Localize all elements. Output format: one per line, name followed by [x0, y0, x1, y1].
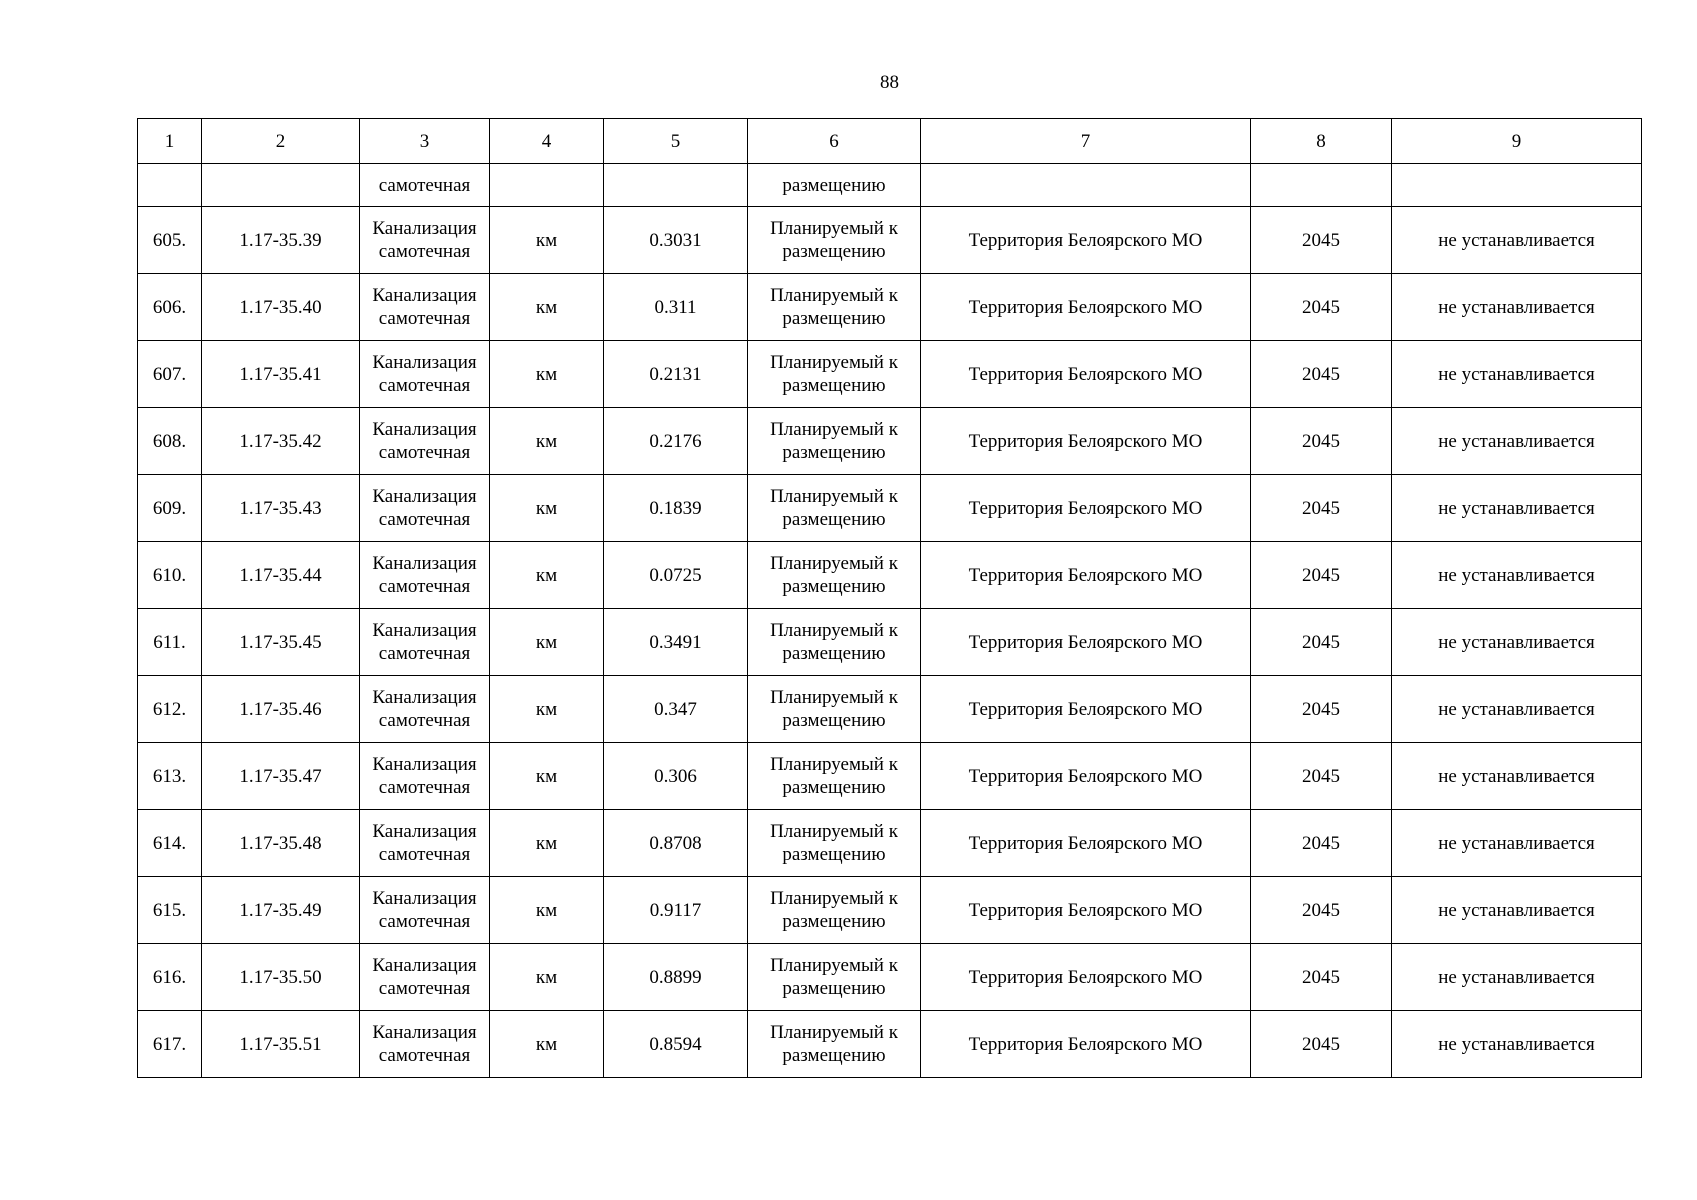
cell-year: 2045: [1251, 944, 1392, 1011]
cell-row-number: 613.: [138, 743, 202, 810]
cell-year: 2045: [1251, 810, 1392, 877]
cell-status: Планируемый к размещению: [748, 877, 921, 944]
cell-value: 0.8899: [604, 944, 748, 1011]
cell-year: 2045: [1251, 475, 1392, 542]
cell-location: Территория Белоярского МО: [921, 341, 1251, 408]
cell-object-code: 1.17-35.48: [202, 810, 360, 877]
cell-object-type: Канализация самотечная: [360, 274, 490, 341]
cell-zone: не устанавливается: [1392, 207, 1642, 274]
cell-zone: не устанавливается: [1392, 676, 1642, 743]
cell-location: Территория Белоярского МО: [921, 609, 1251, 676]
cell-unit: км: [490, 207, 604, 274]
cell-unit: км: [490, 743, 604, 810]
cell-unit: км: [490, 609, 604, 676]
table-continuation-row: [138, 164, 1642, 207]
cell-unit: км: [490, 944, 604, 1011]
cell-object-type: Канализация самотечная: [360, 609, 490, 676]
cell-unit: км: [490, 475, 604, 542]
cell-value: 0.311: [604, 274, 748, 341]
cell-unit: км: [490, 676, 604, 743]
cell-year: 2045: [1251, 542, 1392, 609]
cell-location: Территория Белоярского МО: [921, 944, 1251, 1011]
cell-location: Территория Белоярского МО: [921, 877, 1251, 944]
table-row: [138, 944, 1642, 1011]
cell-zone: не устанавливается: [1392, 408, 1642, 475]
cell-location: Территория Белоярского МО: [921, 676, 1251, 743]
cell-status: Планируемый к размещению: [748, 743, 921, 810]
cell-value: 0.1839: [604, 475, 748, 542]
table-row: [138, 274, 1642, 341]
cell-zone: не устанавливается: [1392, 743, 1642, 810]
cell-location: [921, 164, 1251, 207]
cell-year: 2045: [1251, 877, 1392, 944]
cell-object-type: Канализация самотечная: [360, 408, 490, 475]
cell-object-code: 1.17-35.41: [202, 341, 360, 408]
cell-location: Территория Белоярского МО: [921, 408, 1251, 475]
cell-object-code: 1.17-35.49: [202, 877, 360, 944]
cell-object-code: 1.17-35.45: [202, 609, 360, 676]
cell-zone: не устанавливается: [1392, 274, 1642, 341]
cell-object-type: Канализация самотечная: [360, 676, 490, 743]
cell-status: 6: [748, 119, 921, 164]
cell-value: [604, 164, 748, 207]
cell-row-number: 610.: [138, 542, 202, 609]
cell-object-code: 1.17-35.47: [202, 743, 360, 810]
table-row: [138, 475, 1642, 542]
cell-unit: км: [490, 1011, 604, 1078]
cell-year: [1251, 164, 1392, 207]
cell-row-number: 612.: [138, 676, 202, 743]
table-row: [138, 542, 1642, 609]
cell-status: Планируемый к размещению: [748, 810, 921, 877]
cell-zone: не устанавливается: [1392, 810, 1642, 877]
cell-year: 2045: [1251, 207, 1392, 274]
cell-year: 8: [1251, 119, 1392, 164]
table-row: [138, 408, 1642, 475]
table-row: [138, 609, 1642, 676]
cell-object-type: Канализация самотечная: [360, 542, 490, 609]
cell-object-type: Канализация самотечная: [360, 810, 490, 877]
cell-object-type: самотечная: [360, 164, 490, 207]
cell-unit: км: [490, 408, 604, 475]
cell-year: 2045: [1251, 408, 1392, 475]
cell-year: 2045: [1251, 676, 1392, 743]
cell-row-number: 607.: [138, 341, 202, 408]
cell-zone: не устанавливается: [1392, 542, 1642, 609]
cell-value: 0.0725: [604, 542, 748, 609]
cell-value: 5: [604, 119, 748, 164]
cell-object-type: Канализация самотечная: [360, 1011, 490, 1078]
cell-row-number: 609.: [138, 475, 202, 542]
cell-unit: км: [490, 810, 604, 877]
table-row: [138, 1011, 1642, 1078]
cell-location: Территория Белоярского МО: [921, 1011, 1251, 1078]
cell-row-number: 1: [138, 119, 202, 164]
table-row: [138, 207, 1642, 274]
cell-value: 0.8594: [604, 1011, 748, 1078]
cell-status: Планируемый к размещению: [748, 408, 921, 475]
cell-value: 0.8708: [604, 810, 748, 877]
cell-value: 0.306: [604, 743, 748, 810]
cell-row-number: 614.: [138, 810, 202, 877]
cell-object-type: Канализация самотечная: [360, 207, 490, 274]
cell-status: Планируемый к размещению: [748, 1011, 921, 1078]
cell-object-type: Канализация самотечная: [360, 341, 490, 408]
table-row: [138, 743, 1642, 810]
cell-status: Планируемый к размещению: [748, 609, 921, 676]
cell-status: Планируемый к размещению: [748, 676, 921, 743]
table-row: [138, 810, 1642, 877]
page-number: 88: [880, 72, 899, 93]
cell-status: Планируемый к размещению: [748, 341, 921, 408]
cell-location: Территория Белоярского МО: [921, 810, 1251, 877]
cell-object-type: Канализация самотечная: [360, 877, 490, 944]
cell-object-type: 3: [360, 119, 490, 164]
table-row: [138, 676, 1642, 743]
cell-location: Территория Белоярского МО: [921, 207, 1251, 274]
cell-object-code: 1.17-35.42: [202, 408, 360, 475]
cell-location: Территория Белоярского МО: [921, 475, 1251, 542]
cell-zone: [1392, 164, 1642, 207]
cell-value: 0.9117: [604, 877, 748, 944]
cell-unit: 4: [490, 119, 604, 164]
cell-zone: не устанавливается: [1392, 944, 1642, 1011]
table-header-row: [138, 119, 1642, 164]
cell-location: Территория Белоярского МО: [921, 743, 1251, 810]
cell-object-code: 1.17-35.50: [202, 944, 360, 1011]
cell-value: 0.2176: [604, 408, 748, 475]
cell-zone: не устанавливается: [1392, 1011, 1642, 1078]
cell-value: 0.3491: [604, 609, 748, 676]
cell-row-number: [138, 164, 202, 207]
cell-unit: км: [490, 341, 604, 408]
cell-object-code: 1.17-35.51: [202, 1011, 360, 1078]
cell-row-number: 616.: [138, 944, 202, 1011]
cell-year: 2045: [1251, 341, 1392, 408]
cell-object-code: 1.17-35.40: [202, 274, 360, 341]
cell-zone: не устанавливается: [1392, 475, 1642, 542]
cell-row-number: 608.: [138, 408, 202, 475]
cell-unit: км: [490, 274, 604, 341]
infrastructure-table: [137, 118, 1642, 1078]
cell-object-code: 1.17-35.39: [202, 207, 360, 274]
cell-year: 2045: [1251, 274, 1392, 341]
cell-object-code: [202, 164, 360, 207]
cell-unit: [490, 164, 604, 207]
cell-value: 0.2131: [604, 341, 748, 408]
cell-status: Планируемый к размещению: [748, 274, 921, 341]
cell-location: 7: [921, 119, 1251, 164]
cell-zone: не устанавливается: [1392, 341, 1642, 408]
table-row: [138, 877, 1642, 944]
cell-row-number: 617.: [138, 1011, 202, 1078]
cell-zone: не устанавливается: [1392, 609, 1642, 676]
cell-zone: 9: [1392, 119, 1642, 164]
cell-row-number: 615.: [138, 877, 202, 944]
cell-object-code: 2: [202, 119, 360, 164]
cell-row-number: 606.: [138, 274, 202, 341]
cell-object-code: 1.17-35.46: [202, 676, 360, 743]
cell-unit: км: [490, 542, 604, 609]
cell-row-number: 611.: [138, 609, 202, 676]
cell-location: Территория Белоярского МО: [921, 274, 1251, 341]
cell-object-type: Канализация самотечная: [360, 475, 490, 542]
cell-row-number: 605.: [138, 207, 202, 274]
cell-object-type: Канализация самотечная: [360, 944, 490, 1011]
cell-status: Планируемый к размещению: [748, 944, 921, 1011]
cell-value: 0.3031: [604, 207, 748, 274]
cell-status: Планируемый к размещению: [748, 475, 921, 542]
cell-object-code: 1.17-35.43: [202, 475, 360, 542]
table-row: [138, 341, 1642, 408]
cell-object-type: Канализация самотечная: [360, 743, 490, 810]
cell-zone: не устанавливается: [1392, 877, 1642, 944]
cell-value: 0.347: [604, 676, 748, 743]
cell-year: 2045: [1251, 1011, 1392, 1078]
cell-unit: км: [490, 877, 604, 944]
cell-year: 2045: [1251, 609, 1392, 676]
cell-status: Планируемый к размещению: [748, 207, 921, 274]
cell-year: 2045: [1251, 743, 1392, 810]
cell-status: размещению: [748, 164, 921, 207]
cell-location: Территория Белоярского МО: [921, 542, 1251, 609]
cell-object-code: 1.17-35.44: [202, 542, 360, 609]
cell-status: Планируемый к размещению: [748, 542, 921, 609]
